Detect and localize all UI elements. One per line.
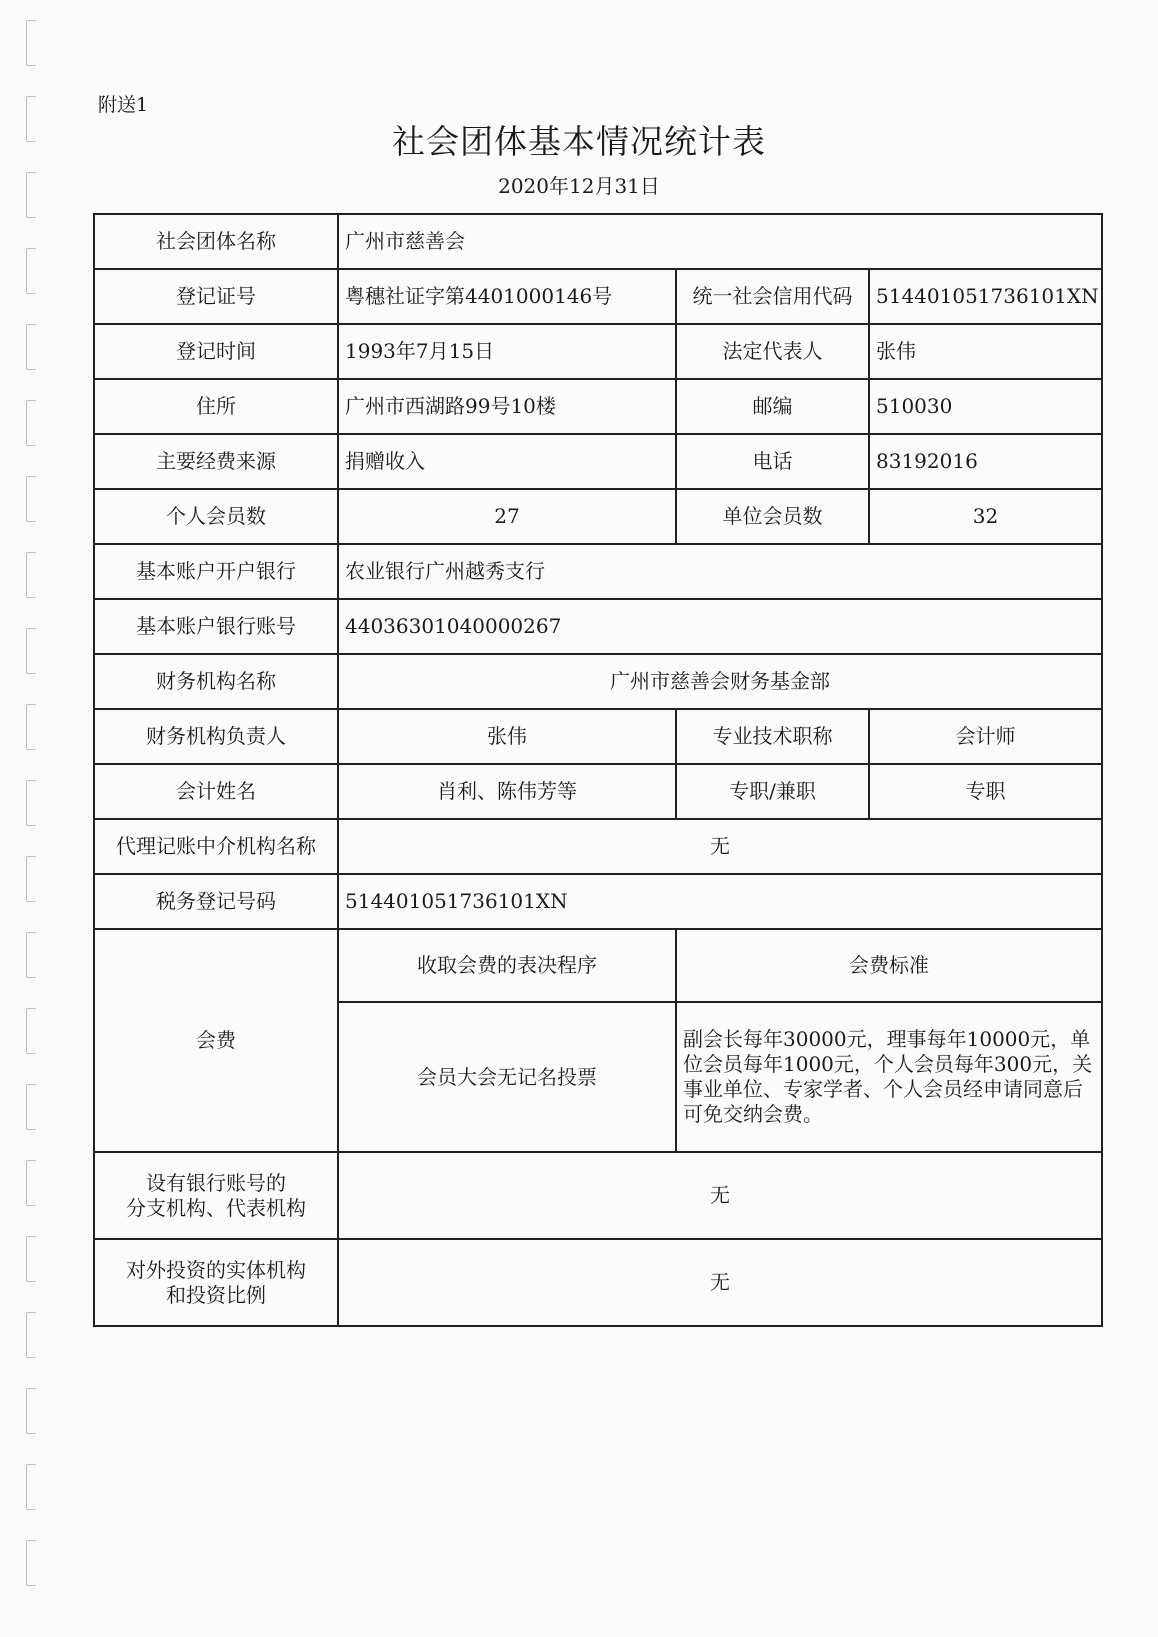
table-row: [94, 874, 1102, 929]
funding-label: 主要经费来源: [94, 434, 338, 489]
table-row: [94, 764, 1102, 819]
branch-label-line-1: 设有银行账号的: [146, 1170, 286, 1195]
fee-procedure-header: 收取会费的表决程序: [338, 929, 676, 1002]
annex-label: 附送1: [98, 94, 149, 116]
bank-value: 农业银行广州越秀支行: [338, 544, 1102, 599]
finance-head-label: 财务机构负责人: [94, 709, 338, 764]
table-row: [94, 544, 1102, 599]
unit-members-value: 32: [869, 489, 1102, 544]
reg-date-value: 1993年7月15日: [338, 324, 676, 379]
fulltime-value: 专职: [869, 764, 1102, 819]
address-value: 广州市西湖路99号10楼: [338, 379, 676, 434]
finance-head-value: 张伟: [338, 709, 676, 764]
branch-label: [94, 1152, 338, 1239]
reg-no-label: 登记证号: [94, 269, 338, 324]
postcode-value: 510030: [869, 379, 1102, 434]
agent-label: 代理记账中介机构名称: [94, 819, 338, 874]
table-row: [94, 1239, 1102, 1326]
org-name-value: 广州市慈善会: [338, 214, 1102, 269]
table-row: [94, 489, 1102, 544]
phone-value: 83192016: [869, 434, 1102, 489]
address-label: 住所: [94, 379, 338, 434]
credit-code-label: 统一社会信用代码: [676, 269, 869, 324]
table-row: [94, 269, 1102, 324]
fee-procedure-value: 会员大会无记名投票: [338, 1002, 676, 1152]
table-row: [94, 214, 1102, 269]
table-row: [94, 324, 1102, 379]
branch-label-line-2: 分支机构、代表机构: [126, 1195, 306, 1220]
table-row: [94, 819, 1102, 874]
phone-label: 电话: [676, 434, 869, 489]
individual-members-label: 个人会员数: [94, 489, 338, 544]
invest-label-line-1: 对外投资的实体机构: [126, 1257, 306, 1282]
table-row: [94, 379, 1102, 434]
table-row: [94, 599, 1102, 654]
individual-members-value: 27: [338, 489, 676, 544]
fulltime-label: 专职/兼职: [676, 764, 869, 819]
accountant-value: 肖利、陈伟芳等: [338, 764, 676, 819]
pro-title-value: 会计师: [869, 709, 1102, 764]
page-title: 社会团体基本情况统计表: [392, 122, 766, 161]
pro-title-label: 专业技术职称: [676, 709, 869, 764]
funding-value: 捐赠收入: [338, 434, 676, 489]
table-row: [94, 929, 1102, 1002]
table-row: [94, 654, 1102, 709]
invest-value: 无: [338, 1239, 1102, 1326]
branch-value: 无: [338, 1152, 1102, 1239]
tax-value: 514401051736101XN: [338, 874, 1102, 929]
invest-label: [94, 1239, 338, 1326]
bank-label: 基本账户开户银行: [94, 544, 338, 599]
accountant-label: 会计姓名: [94, 764, 338, 819]
unit-members-label: 单位会员数: [676, 489, 869, 544]
finance-org-label: 财务机构名称: [94, 654, 338, 709]
postcode-label: 邮编: [676, 379, 869, 434]
table-row: [94, 709, 1102, 764]
agent-value: 无: [338, 819, 1102, 874]
finance-org-value: 广州市慈善会财务基金部: [338, 654, 1102, 709]
statistics-table: [93, 213, 1103, 1327]
table-row: [94, 1152, 1102, 1239]
credit-code-value: 514401051736101XN: [869, 269, 1102, 324]
tax-label: 税务登记号码: [94, 874, 338, 929]
report-date: 2020年12月31日: [498, 174, 660, 198]
account-label: 基本账户银行账号: [94, 599, 338, 654]
org-name-label: 社会团体名称: [94, 214, 338, 269]
reg-no-value: 粤穗社证字第4401000146号: [338, 269, 676, 324]
fee-label: 会费: [94, 929, 338, 1152]
legal-rep-value: 张伟: [869, 324, 1102, 379]
fee-standard-header: 会费标准: [676, 929, 1102, 1002]
account-value: 44036301040000267: [338, 599, 1102, 654]
legal-rep-label: 法定代表人: [676, 324, 869, 379]
fee-standard-value: 副会长每年30000元，理事每年10000元，单位会员每年1000元，个人会员每年300元，关事业单位、专家学者、个人会员经申请同意后可免交纳会费。: [676, 1002, 1102, 1152]
invest-label-line-2: 和投资比例: [166, 1282, 266, 1307]
binding-holes: [26, 0, 40, 1637]
reg-date-label: 登记时间: [94, 324, 338, 379]
table-row: [94, 434, 1102, 489]
